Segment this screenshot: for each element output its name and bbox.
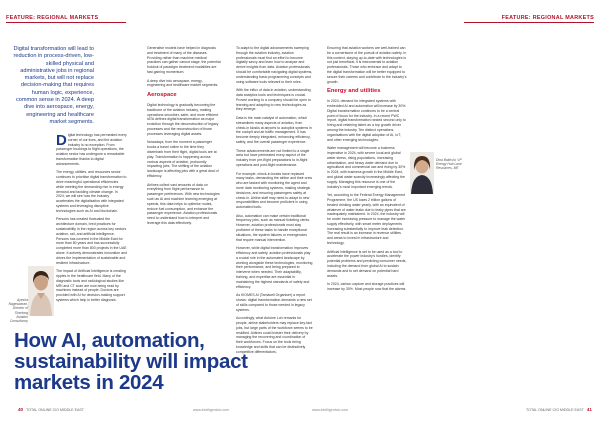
pull-quote: Digital transformation will lead to reduction in process-driven, low-skilled physical and administrative jobs in regional markets, but will not replace decision-making that requires human logic, experience, common sense in 2024. A deep dive into aerospace, energy, engineering and healthcare market segments. [13,46,94,125]
author-photo-left [28,266,54,316]
intro-text: igital technology has permeated every corner of our lives, and the aviation industry is no exception. From passenger bookings to flight operations, the aviation sector has undergone a remarkable transformation thanks to digital advancements. [56,133,127,166]
column-3 [236,46,313,358]
subhead-aerospace: Aerospace [147,91,177,98]
paragraph: Accordingly, what Antoine Loh remarks for people, airline stakeholders may replace key-fact jobs, but large parts of the workforce seems to be reskilled. Airlines could bolster their delivery by managing the recovering and coordination of their workforces. Focus on the tools being knowledge and skills that can be distinctively competitive differentiators. [236,316,313,354]
footer-right [312,406,592,414]
publication-name: TOTAL ONLINE CIO MIDDLE EAST [526,408,584,412]
paragraph: In 2024, carbon capture and storage practices will increase by 30%. Most people now that the alarms [327,282,406,292]
paragraph: Yet, according to the Federal Energy Management Programme, the US loses 2 trillion gallons of treated drinking water yearly, with an equivalent of whatever of water leaks due to leaky pipes that are inadequately maintained. In 2024, the industry will be under increasing pressure to manage the water supply effectively, with smart meter deployments increasing substantially to improve leak detection. The real result is an increase in revenue utilities and areas to invest in infrastructure and technology. [327,193,406,246]
paragraph: As KIOMES AI (Tamacell Organiser) a report shows: digital transformation demands a new set of skills compared to those needed in legacy systems. [236,293,312,312]
paragraph: However, while digital transformation improves efficiency and safety, aviation professionals play a crucial role in the automated landscape by working alongside these technologies, monitoring their performance, and being prepared to intervene when needed. Their adaptability, training, and expertise are essential in maintaining the highest standards of safety and efficiency. [236,246,313,289]
footer-url[interactable]: www.intelligentcio.com [312,408,349,412]
paragraph: Water management will become a business imperative in 2024, with severe local and global water stress, rising populations, increasing urbanisation, and heavy water demand due to agricultural and commercial use and rising by 30% in 2024, with business growth in the Middle East, and global water scarcity increasingly affecting the supply. Managing this resource is one of the industry's most important emerging trends. [327,146,406,189]
paragraph: Generative models have helped in diagnosis and treatment of many of the diseases. Providing rather than machine medical practices can gather cannot stage, the potential holdout of paradigm treatment modalities are fast gaining momentum. [147,46,221,74]
paragraph: The energy, utilities, and resources sector continues to prioritise digital transformation to drive meaningful operational efficiencies while meeting the demanding rise in energy demand and tackling climate change. In 2024, we will see how the industry accelerates the digitalisation with integrated systems and leveraging disruptive technologies such as AI and blockchain. [56,170,127,213]
drop-cap: D [56,132,67,149]
section-header-right: FEATURE: REGIONAL MARKETS [464,14,594,23]
column-2 [147,46,221,229]
paragraph: Ensuring that aviation workers are well-trained can be a cornerstone of the pursuit of aviation safety. In this context, staying up-to-date with technologies is not just beneficial; it is instrumental to aviation professionals. Those who embrace and adapt to the digital transformation will be better equipped to secure their careers and contribute to the industry's growth. [327,46,407,84]
section-header-left: FEATURE: REGIONAL MARKETS [6,14,126,23]
paragraph: The impact of Artificial Intelligence is creating ripples in the healthcare field. Many of the diagnostic tools and radiological studies like MRI and CT scan are now being read by machines instead of people. Doctors are provided with AI for decision-making support systems which help in better diagnosis. [56,269,126,302]
page-number-right: 41 [586,407,592,412]
author-caption-left: Ayesha Nageswaran, Director of Sherlong Aviation Consultancy [8,298,28,324]
footer-left [18,406,288,414]
paragraph: With the influx of data in aviation, understanding data analytics tools and techniques is crucial. Proven working to a company should be open to learning and adapting to new technologies as they emerge. [236,88,311,112]
paragraph: A deep dive into aerospace, energy, engineering and healthcare market segments. [147,78,219,88]
paragraph: Persons has created fluctuated the architecture domain, bred practices for sustainability in the region across key sectors aviation, rail, and artificial intelligence. Persons has covered in the Middle East for more than 80 years and has successfully completed more than 800 projects in the UAE alone. It actively demonstrates innovation and drives the implementation of sustainable and resilient infrastructure. [56,217,128,265]
paragraph: Data is the main catalyst of automation, which streamlines many aspects of aviation, from check-in kiosks at airports to autopilot systems in the cockpit and air traffic management. It has become deeply integrated, enhancing efficiency, safety, and the overall passenger experience. [236,115,312,144]
paragraph: Also, automation can make certain traditional frequency jobs, such as manual ticketing clerks. However, aviation professionals must stay proficient of these tasks to handle exceptional situations, the system failures or emergencies that require manual intervention. [236,213,311,242]
paragraph: Artificial intelligence is set to be used as a tool to accelerate the power industry's hurdles, identify potential problems and predicting consumer needs, including the demand from global AI to sustain demands and to set demand on potential hard assets. [327,249,407,278]
page-number-left: 40 [18,407,24,412]
intro-paragraph [56,133,127,167]
article-headline: How AI, automation, sustainability will impact markets in 2024 [14,329,248,394]
right-page [236,0,600,424]
author-caption-right: Dina Bakhshi, VP Energy Hub Lane Resources, ME [436,158,462,171]
paragraph: Airlines collect vast amounts of data on everything from flight performance to passenger preferences. With new technologies such as AI and machine learning emerging at speeds, this data helps to optimise routes, reduce fuel consumption, and enhance the passenger experience. Aviation professionals need to understand how to interpret and leverage this data effectively. [147,182,220,225]
paragraph: To adapt to the digital advancements sweeping through the aviation industry, aviation professionals must find an effort to become digitally savvy and learn how to analyse and derive insights from data. Aviation professionals should be comfortable navigating digital systems, understanding basic programming concepts and using software tools relevant to their roles. [236,46,313,84]
paragraph: These advancements are not limited to a single area but have permeated every aspect of the industry from pre-flight preparations to in-flight operations and post-flight maintenance. [236,148,310,167]
subhead-energy: Energy and utilities [327,88,381,95]
author-photo-right [410,152,434,194]
footer-url[interactable]: www.intelligentcio.com [193,408,230,412]
paragraph: Digital technology is gradually becoming the backbone of the aviation industry, making operations smoother, safer, and more efficient. IATA defines digital transformation as major evolution through the deconstruction of legacy processes and the reconstruction of those processes leveraging digital assets. [147,102,219,136]
column-1 [56,133,127,306]
paragraph: In 2024, demand for integrated systems with embedded AI and automation will increase by 30%. Digital transformation continues to be a central point of focus for the industry. In a recent PWC report, digital transformation ranked second only to hiring and retaining talent as a top growth driver among the industry. Ten distinct operations, organisations with the digital adoption of AI, IoT, and other emerging technologies. [327,99,407,142]
paragraph: For example, check-in kiosks have replaced many tasks, demanding the airline and their crew who are tasked with monitoring the agent and more data monitoring systems, making strategic decisions, and ensuring passengers safety at check-in. Airline staff may need to adapt to new responsibilities and become proficient in using automated tools. [236,171,313,210]
publication-name: TOTAL ONLINE CIO MIDDLE EAST [26,408,84,412]
column-4 [327,46,407,296]
paragraph: Nowadays, from the moment a passenger books a travel online to the time they disembark from their flight, digital tools are at play. Transformation is happening across various aspects of aviation, profoundly impacting jobs. The shifting of the aviation landscape is affecting jobs with a great deal of efficiency. [147,140,219,178]
